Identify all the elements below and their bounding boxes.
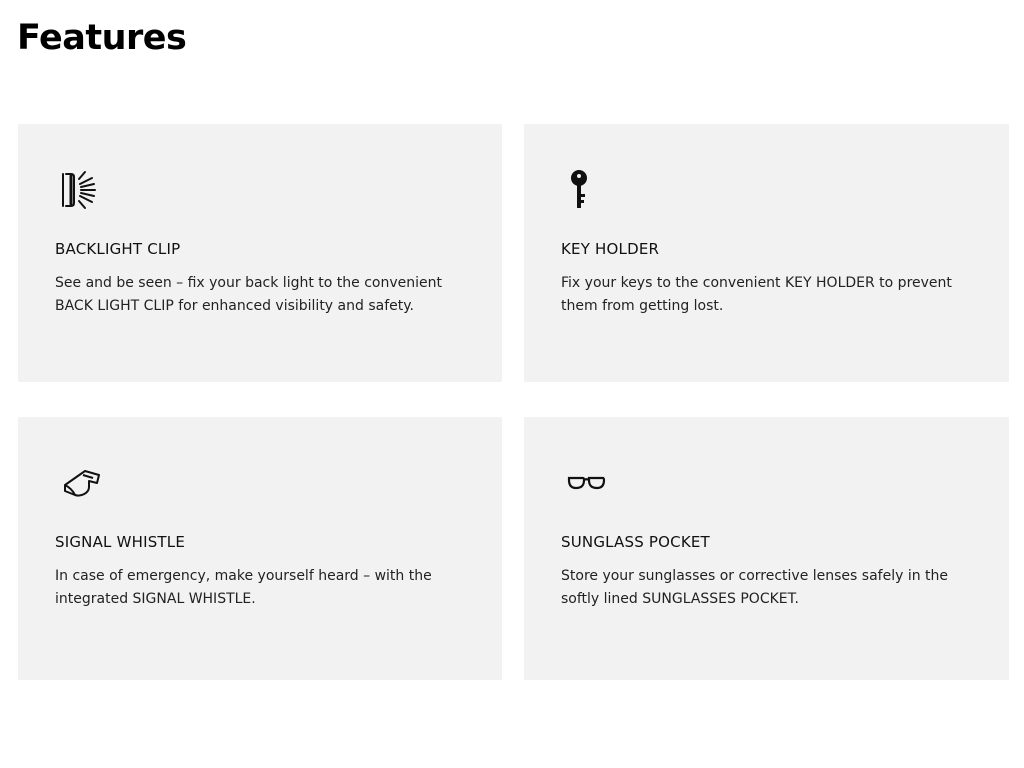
feature-description: In case of emergency, make yourself heard – with the integrated SIGNAL WHISTLE. (55, 568, 432, 607)
key-icon (565, 168, 615, 212)
glasses-icon (565, 461, 615, 505)
feature-title: SUNGLASS POCKET (561, 533, 710, 551)
feature-title: SIGNAL WHISTLE (55, 533, 186, 551)
feature-card-sunglass-pocket (524, 417, 1009, 680)
feature-description: See and be seen – fix your back light to the convenient BACK LIGHT CLIP for enhanced visibility and safety. (55, 275, 442, 314)
feature-description: Fix your keys to the convenient KEY HOLDER to prevent them from getting lost. (561, 275, 952, 314)
feature-title: KEY HOLDER (561, 240, 660, 258)
feature-card-backlight-clip (18, 124, 502, 382)
backlight-clip-icon (59, 168, 109, 212)
page-title: Features (17, 18, 187, 58)
feature-card-key-holder (524, 124, 1009, 382)
feature-title: BACKLIGHT CLIP (55, 240, 181, 258)
features-grid (18, 124, 1010, 680)
feature-description: Store your sunglasses or corrective lenses safely in the softly lined SUNGLASSES POCKET. (561, 568, 949, 607)
whistle-icon (59, 461, 109, 505)
feature-card-signal-whistle (18, 417, 502, 680)
